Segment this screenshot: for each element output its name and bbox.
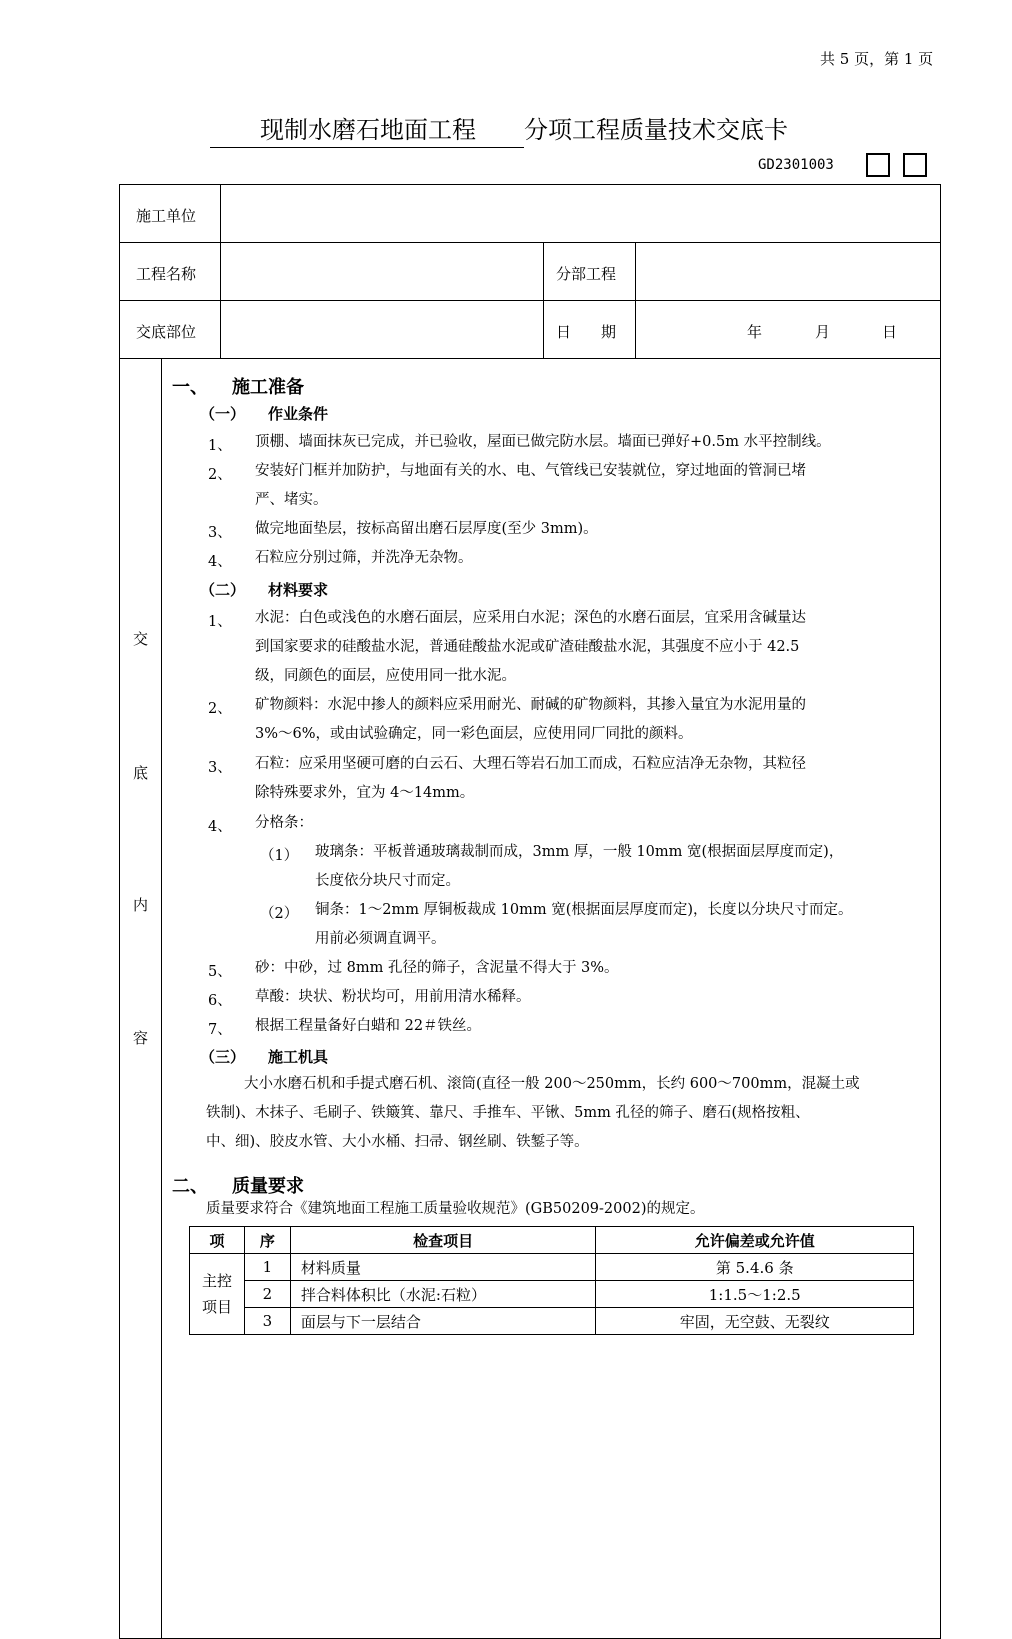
side-label-char: 交 — [133, 630, 149, 648]
subitem-text: 用前必须调直调平。 — [315, 931, 446, 947]
side-label-char: 底 — [133, 764, 149, 782]
group-label: 主控项目 — [201, 1272, 232, 1316]
section-2-no: 二、 — [172, 1176, 208, 1197]
item-text: 砂：中砂，过 8mm 孔径的筛子，含泥量不得大于 3%。 — [255, 960, 619, 976]
subitem-text: 铜条：1～2mm 厚铜板裁成 10mm 宽(根据面层厚度而定)，长度以分块尺寸而定。 — [315, 902, 853, 918]
item-no: 1、 — [208, 614, 232, 630]
row-no: 3 — [244, 1308, 290, 1335]
sub-1-title: 作业条件 — [268, 405, 329, 423]
tools-text: 铁制)、木抹子、毛刷子、铁簸箕、靠尺、手推车、平锹、5mm 孔径的筛子、磨石(规格按粗、 — [206, 1105, 810, 1121]
row-no: 2 — [244, 1281, 290, 1308]
divider — [119, 358, 941, 359]
subitem-text: 玻璃条：平板普通玻璃裁制而成，3mm 厚，一般 10mm 宽(根据面层厚度而定)， — [315, 844, 844, 860]
table-row — [190, 1281, 914, 1308]
title-project: 现制水磨石地面工程 — [210, 110, 524, 148]
section-2-title: 质量要求 — [232, 1176, 304, 1197]
col-header: 项 — [190, 1227, 245, 1254]
unit-label: 施工单位 — [136, 207, 197, 225]
group-cell — [190, 1254, 245, 1335]
item-no: 7、 — [208, 1022, 232, 1038]
date-year: 年 — [747, 323, 763, 341]
col-header: 序 — [244, 1227, 290, 1254]
side-label-char: 容 — [133, 1029, 149, 1047]
section-1-title: 施工准备 — [232, 377, 304, 398]
table-row — [190, 1308, 914, 1335]
sub-3-title: 施工机具 — [268, 1048, 329, 1066]
item-text: 严、堵实。 — [255, 492, 328, 508]
tools-text: 中、细)、胶皮水管、大小水桶、扫帚、钢丝刷、铁錾子等。 — [206, 1134, 589, 1150]
item-text: 水泥：白色或浅色的水磨石面层，应采用白水泥；深色的水磨石面层，宜采用含碱量达 — [255, 610, 806, 626]
checkbox-1[interactable] — [866, 153, 890, 177]
row-value: 1:1.5～1:2.5 — [596, 1281, 914, 1308]
project-label: 工程名称 — [136, 265, 197, 283]
table-row — [190, 1254, 914, 1281]
sub-2-title: 材料要求 — [268, 581, 329, 599]
item-no: 2、 — [208, 467, 232, 483]
item-no: 5、 — [208, 964, 232, 980]
table-header-row — [190, 1227, 914, 1254]
item-text: 级，同颜色的面层，应使用同一批水泥。 — [255, 668, 516, 684]
item-no: 3、 — [208, 760, 232, 776]
item-no: 6、 — [208, 993, 232, 1009]
item-text: 到国家要求的硅酸盐水泥，普通硅酸盐水泥或矿渣硅酸盐水泥，其强度不应小于 42.5 — [255, 639, 800, 655]
subitem-no: （2） — [260, 906, 299, 922]
date-month: 月 — [815, 323, 831, 341]
divider — [543, 242, 544, 358]
item-text: 石粒应分别过筛，并洗净无杂物。 — [255, 550, 473, 566]
item-no: 4、 — [208, 554, 232, 570]
divider — [161, 358, 162, 1639]
side-label-char: 内 — [133, 896, 149, 914]
divider — [635, 242, 636, 358]
sub-1-no: （一） — [200, 405, 246, 423]
tools-text: 大小水磨石机和手提式磨石机、滚筒(直径一般 200～250mm，长约 600～700mm，混凝土或 — [244, 1076, 860, 1092]
item-text: 做完地面垫层，按标高留出磨石层厚度(至少 3mm)。 — [255, 521, 598, 537]
item-no: 2、 — [208, 701, 232, 717]
item-text: 3%～6%，或由试验确定，同一彩色面层，应使用同厂同批的颜料。 — [255, 726, 693, 742]
item-no: 3、 — [208, 525, 232, 541]
row-value: 牢固，无空鼓、无裂纹 — [596, 1308, 914, 1335]
row-no: 1 — [244, 1254, 290, 1281]
item-no: 1、 — [208, 438, 232, 454]
doc-code: GD2301003 — [758, 157, 834, 173]
item-text: 矿物颜料：水泥中掺人的颜料应采用耐光、耐碱的矿物颜料，其掺入量宜为水泥用量的 — [255, 697, 806, 713]
divider — [119, 300, 941, 301]
divider — [220, 184, 221, 358]
quality-table — [189, 1226, 914, 1335]
section-1-no: 一、 — [172, 377, 208, 398]
item-text: 顶棚、墙面抹灰已完成，并已验收，屋面已做完防水层。墙面已弹好+0.5m 水平控制线。 — [255, 434, 831, 450]
item-text: 除特殊要求外，宜为 4～14mm。 — [255, 785, 475, 801]
col-header: 检查项目 — [290, 1227, 596, 1254]
checkbox-2[interactable] — [903, 153, 927, 177]
row-item: 材料质量 — [290, 1254, 596, 1281]
item-no: 4、 — [208, 819, 232, 835]
part-label: 交底部位 — [136, 323, 197, 341]
item-text: 草酸：块状、粉状均可，用前用清水稀释。 — [255, 989, 531, 1005]
item-text: 根据工程量备好白蜡和 22＃铁丝。 — [255, 1018, 482, 1034]
item-text: 分格条： — [255, 815, 313, 831]
page-title — [210, 110, 788, 148]
division-label: 分部工程 — [556, 265, 617, 283]
title-suffix: 分项工程质量技术交底卡 — [524, 116, 788, 144]
row-item: 拌合料体积比（水泥:石粒） — [290, 1281, 596, 1308]
item-text: 安装好门框并加防护，与地面有关的水、电、气管线已安装就位，穿过地面的管洞已堵 — [255, 463, 806, 479]
subitem-no: （1） — [260, 848, 299, 864]
quality-intro: 质量要求符合《建筑地面工程施工质量验收规范》(GB50209-2002)的规定。 — [206, 1201, 705, 1217]
page-info: 共 5 页，第 1 页 — [820, 50, 934, 68]
row-item: 面层与下一层结合 — [290, 1308, 596, 1335]
date-day: 日 — [882, 323, 898, 341]
sub-2-no: （二） — [200, 581, 246, 599]
sub-3-no: （三） — [200, 1048, 246, 1066]
date-label: 日 期 — [556, 323, 617, 341]
item-text: 石粒：应采用坚硬可磨的白云石、大理石等岩石加工而成，石粒应洁净无杂物，其粒径 — [255, 756, 806, 772]
divider — [119, 242, 941, 243]
row-value: 第 5.4.6 条 — [596, 1254, 914, 1281]
col-header: 允许偏差或允许值 — [596, 1227, 914, 1254]
subitem-text: 长度依分块尺寸而定。 — [315, 873, 460, 889]
